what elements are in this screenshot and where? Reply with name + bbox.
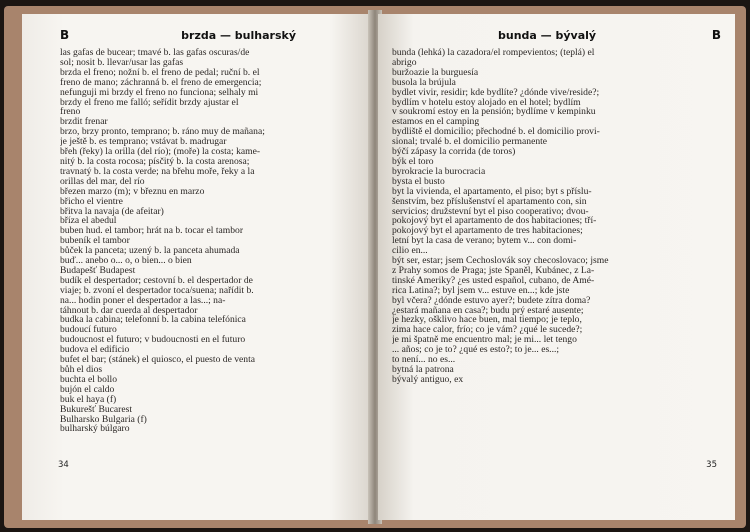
entry-line: sional; trvalé b. el domicilio permanente [392, 137, 548, 148]
entry-line: na... hodin poner el despertador a las...; na- [60, 295, 226, 306]
entry-line: pokojový byt el apartamento de dos habitaciones; tří- [392, 216, 597, 227]
entry-line: budka la cabina; telefonní b. la cabina telefónica [60, 315, 246, 326]
entry-line: zima hace calor, frío; co je vám? ¿qué le sucede?; [392, 325, 583, 336]
entry-line: březen marzo (m); v březnu en marzo [60, 186, 205, 197]
entry-line: byl včera? ¿dónde estuvo ayer?; budete zítra doma? [392, 295, 591, 306]
entry-line: ¿estará mañana en casa?; budu prý estaré ausente; [392, 305, 584, 316]
entry-line: bříza el abedul [60, 216, 117, 227]
entry-line: las gafas de bucear; tmavé b. las gafas oscuras/de [60, 48, 250, 58]
dictionary-entries [60, 48, 360, 434]
entry-line: buben hud. el tambor; hrát na b. tocar el tambor [60, 226, 244, 237]
entry-line: buchta el bollo [60, 374, 118, 385]
entry-line: budík el despertador; cestovní b. el despertador de [60, 275, 253, 286]
entry-line: býčí zápasy la corrida (de toros) [392, 147, 516, 157]
running-head: brzda — bulharský [181, 29, 296, 42]
entry-line: byrokracie la burocracia [392, 166, 486, 177]
entry-line: bulharský búlgaro [60, 424, 130, 435]
entry-line: orillas del mar, del río [60, 176, 145, 187]
entry-line: freno [60, 107, 81, 118]
entry-line: bunda (lehká) la cazadora/el rompevientos; (teplá) el [392, 48, 595, 58]
running-head: bunda — bývalý [498, 29, 597, 42]
entry-line: estamos en el camping [392, 117, 480, 128]
entry-line: travnatý b. la costa verde; na břehu moře, řeky a la [60, 166, 255, 177]
entry-line: břicho el vientre [60, 196, 123, 207]
right-page [378, 14, 735, 520]
entry-line: brzdy el freno me falló; seřídit brzdy ajustar el [60, 97, 239, 108]
entry-line: brzdit frenar [60, 117, 108, 128]
left-page [22, 14, 372, 520]
entry-line: z Prahy somos de Praga; jste Španěl, Kubánec, z La- [392, 265, 595, 276]
entry-line: buď... anebo o... o, o bien... o bien [60, 256, 192, 266]
entry-line: budova el edificio [60, 345, 130, 356]
entry-line: břitva la navaja (de afeitar) [60, 206, 164, 217]
entry-line: je mi špatně me encuentro mal; je mi... let tengo [392, 335, 577, 346]
entry-line: brzda el freno; nožní b. el freno de pedal; ruční b. el [60, 67, 260, 78]
entry-line: Budapešť Budapest [60, 265, 136, 276]
entry-line: rica Latina?; byl jsem v... estuve en...; kde jste [392, 285, 570, 296]
entry-line: sol; nosit b. llevar/usar las gafas [60, 57, 184, 68]
entry-line: buržoazie la burguesía [392, 67, 479, 78]
entry-line: to není... no es... [392, 355, 456, 365]
entry-line: šenstvím, bez příslušenství el apartamento con, sin [392, 196, 587, 207]
entry-line: budoucí futuro [60, 325, 117, 336]
section-letter: B [711, 28, 721, 42]
entry-line: byt la vivienda, el apartamento, el piso; byt s příslu- [392, 186, 592, 197]
entry-line: bydlet vivir, residir; kde bydlíte? ¿dónde vive/reside?; [392, 87, 600, 98]
entry-line: bujón el caldo [60, 384, 115, 395]
entry-line: bývalý antiguo, ex [392, 374, 464, 385]
entry-line: bubeník el tambor [60, 236, 130, 247]
entry-line: bysta el busto [392, 176, 445, 187]
entry-line: být ser, estar; jsem Čechoslovák soy checoslovaco; jsme [392, 256, 609, 266]
entry-line: býk el toro [392, 156, 434, 167]
entry-line: pokojový byt el apartamento de tres habitaciones; [392, 226, 583, 237]
entry-line: bytná la patrona [392, 365, 454, 375]
dictionary-entries [392, 48, 721, 385]
entry-line: bůh el dios [60, 365, 103, 375]
entry-line: busola la brújula [392, 77, 456, 88]
entry-line: Bukurešť Bucarest [60, 404, 133, 415]
entry-line: bufet el bar; (stánek) el quiosco, el puesto de venta [60, 355, 256, 365]
entry-line: brzo, brzy pronto, temprano; b. ráno muy de mañana; [60, 127, 265, 138]
entry-line: ... años; co je to? ¿qué es esto?; to je... es...; [392, 345, 560, 356]
entry-line: v soukromí estoy en la pensión; bydlíme v kempinku [392, 107, 596, 118]
entry-line: bydlím v hotelu estoy alojado en el hotel; bydlím [392, 97, 581, 108]
entry-line: nitý b. la costa rocosa; písčitý b. la costa arenosa; [60, 156, 250, 167]
entry-line: bůček la panceta; uzený b. la panceta ahumada [60, 246, 240, 257]
entry-line: bydliště el domicilio; přechodné b. el domicilio provi- [392, 127, 600, 138]
entry-line: viaje; b. zvoní el despertador toca/suena; nařídit b. [60, 285, 254, 296]
right-page-header [392, 28, 721, 44]
entry-line: tinské Ameriky? ¿es usted español, cubano, de Amé- [392, 275, 595, 286]
page-number: 35 [706, 460, 717, 470]
entry-line: táhnout b. dar cuerda al despertador [60, 305, 198, 316]
entry-line: buk el haya (f) [60, 394, 117, 405]
entry-line: cilio en... [392, 246, 428, 257]
entry-line: freno de mano; záchranná b. el freno de emergencia; [60, 77, 262, 88]
entry-line: abrigo [392, 57, 417, 68]
entry-line: je hezky, ošklivo hace buen, mal tiempo; je teplo, [392, 315, 582, 326]
entry-line: servicios; družstevní byt el piso cooperativo; dvou- [392, 206, 589, 217]
entry-line: budoucnost el futuro; v budoucnosti en el futuro [60, 335, 246, 346]
entry-line: nefunguji mi brzdy el freno no funciona; selhaly mi [60, 87, 259, 98]
page-number: 34 [58, 460, 69, 470]
entry-line: břeh (řeky) la orilla (del río); (moře) la costa; kame- [60, 147, 261, 157]
entry-line: letní byt la casa de verano; bytem v... con domi- [392, 236, 577, 247]
left-page-header [60, 28, 360, 44]
entry-line: Bulharsko Bulgaria (f) [60, 414, 147, 425]
section-letter: B [60, 28, 70, 42]
entry-line: je ještě b. es temprano; vstávat b. madrugar [60, 137, 227, 148]
